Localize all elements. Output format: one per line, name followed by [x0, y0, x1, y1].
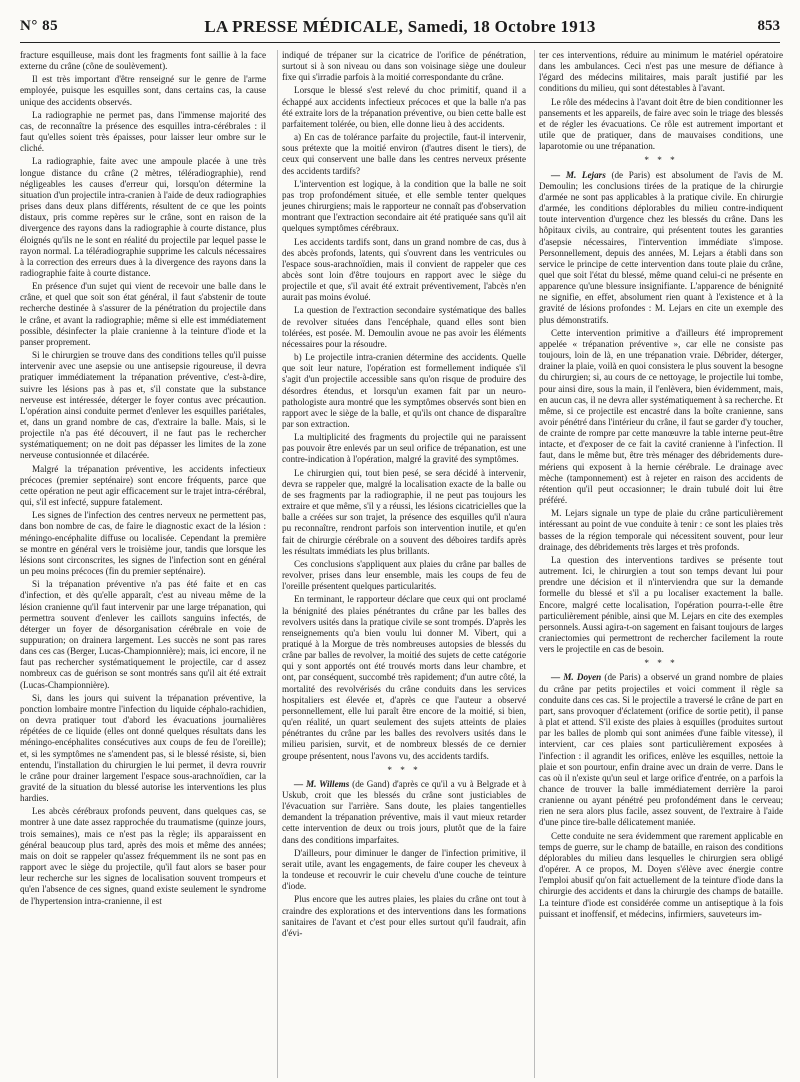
section-separator: * * *	[387, 764, 421, 775]
paragraph: En terminant, le rapporteur déclare que ceux qui ont proclamé la bénignité des plaies pénétrantes du crâne par les balles des revolvers usités dans la pratique civile se sont trompés. D'après les renseignements qu'a bien voulu lui donner M. Vibert, qui a pratiqué à la Morgue de très nombreuses autopsies de blessés du crâne par balles de revolver, la moitié des sujets de cette catégorie qui y sont apportés ont été trouvés morts dans leur chambre, et ont, par conséquent, succombé très rapidement; d'un autre côté, la mortalité des revolvérisés du crâne conduits dans les services hospitaliers est élevée et, d'après ce que l'auteur a observé personnellement, elle lui paraît être encore de la moitié, si bien, qu'en réalité, un quart seulement des sujets atteints de plaies pénétrantes du crâne par les balles des revolvers usités dans le milieu parisien, survit, et de nombreux blessés de ce dernier groupe présentent, nous l'avons vu, des accidents tardifs.	[282, 594, 526, 761]
column-2	[277, 50, 526, 1078]
paragraph-text: (de Paris) est absolument de l'avis de M. Demoulin; les conclusions tirées de la pratique de la chirurgie d'armée ne sont pas applicables à la pratique civile. En chirurgie d'armée, les conditions déplorables du milieu contre-indiquent toute intervention d'urgence chez les blessés du crâne. Dans les hôpitaux civils, au contraire, qui présentent toutes les garanties d'asepsie nécessaires, l'intervention immédiate s'impose. Personnellement, depuis des années, M. Lejars a établi dans son service le principe de cette intervention dans toute plaie du crâne, quel que soit l'état du blessé, même quand celui-ci ne présente en apparence qu'une blessure insignifiante. L'apparence de bénignité ne signifie, en effet, absolument rien quant à l'existence et à la gravité de lésions profondes : M. Lejars en cite un exemple des plus démonstratifs.	[539, 169, 783, 325]
article-columns	[20, 50, 783, 1078]
publication-title: LA PRESSE MÉDICALE, Samedi, 18 Octobre 1913	[204, 17, 596, 36]
speaker-name: — M. Willems	[294, 778, 350, 789]
section-separator: * * *	[644, 155, 678, 166]
paragraph: Cette intervention primitive a d'ailleurs été improprement appelée « trépanation préventive », car elle ne consiste pas toujours, loin de là, en une trépanation vraie. Débrider, déterger, drainer la plaie, voilà en quoi consistera le plus souvent la besogne du chirurgien; si, au cours de ce nettoyage, le projectile lui tombe, pour ainsi dire, sous la main, il l'enlèvera, bien évidemment, mais, en aucun cas, il ne devra aller systématiquement à sa recherche. Et même, si ce projectile est encastré dans la boîte cranienne, sans avoir pénétré dans l'intérieur du crâne, il faut se garder d'y toucher, de crainte de rompre par cette manœuvre la table interne peut-être intacte, et d'exposer de ce fait la cavité cranienne à l'infection. Il faut, dans le même but, être très ménager des débridements dure-mériens qui exposent à la hernie cérébrale. Le drainage avec mèche (tamponnement) est à rejeter en raison des accidents de rétention qu'il peut occasionner; le drain tubulé doit lui être préféré.	[539, 327, 783, 506]
paragraph: Malgré la trépanation préventive, les accidents infectieux précoces (premier septénaire) sont encore fréquents, parce que cette opération ne peut agir efficacement sur le trajet intra-cérébral, qui, s'il est infecté, suppure fatalement.	[20, 463, 266, 508]
paragraph: M. Lejars signale un type de plaie du crâne particulièrement intéressant au point de vue conduite à tenir : ce sont les plaies très basses de la région temporale qui nécessitent souvent, pour leur drainage, des débridements très larges et très profonds.	[539, 508, 783, 552]
speaker-name: — M. Lejars	[551, 169, 606, 180]
paragraph: L'intervention est logique, à la condition que la balle ne soit pas trop profondément située, et elle semble tenter quelques jeunes chirurgiens; mais le rapporteur ne connaît pas d'observation montrant que l'extraction secondaire ait été pratiquée sans qu'il ait quelques symptômes cérébraux.	[282, 178, 526, 234]
paragraph: Les abcès cérébraux profonds peuvent, dans quelques cas, se montrer à une date assez rapprochée du traumatisme (quinze jours, trois semaines), mais ce n'est pas la règle; ils apparaissent en général beaucoup plus tard, après des mois et même des années; mais on doit se rappeler qu'assez fréquemment ils ne sont pas en rapport avec le siège du projectile, qu'il faut alors se baser pour leur recherche sur les signes de localisation souvent trompeurs et qu'en l'absence de ces signes, quand existe seulement le syndrome de l'hypertension intra-cranienne, il est	[20, 806, 266, 906]
column-3	[534, 50, 783, 1078]
paragraph: Il est très important d'être renseigné sur le genre de l'arme employée, puisque les esquilles sont, dans certains cas, la cause unique des accidents observés.	[20, 74, 266, 107]
paragraph: Ces conclusions s'appliquent aux plaies du crâne par balles de revolver, prises dans leur ensemble, mais les coups de feu de l'oreille présentent quelques particularités.	[282, 558, 526, 592]
paragraph: Lorsque le blessé s'est relevé du choc primitif, quand il a échappé aux accidents infectieux précoces et que la balle n'a pas été extraite lors de la trépanation préventive, ou bien cette balle est parfaitement tolérée, ou bien, elle donne lieu à des accidents.	[282, 85, 526, 129]
paragraph: La multiplicité des fragments du projectile qui ne paraissent pas pouvoir être enlevés par un seul orifice de trépanation, est une contre-indication à l'opération, malgré la gravité des symptômes.	[282, 432, 526, 465]
paragraph	[539, 672, 783, 828]
paragraph: La radiographie ne permet pas, dans l'immense majorité des cas, de reconnaître la présence des esquilles intra-cérébrales : il faut qu'elles soient très épaisses, pour laisser leur ombre sur le cliché.	[20, 109, 266, 154]
paragraph: La question des interventions tardives se présente tout autrement. Ici, le chirurgien a tout son temps devant lui pour prendre une décision et il n'interviendra que sur la demande formelle du blessé et s'il a pu localiser exactement la balle. Encore, malgré cette localisation, l'opération pourra-t-elle être particulièrement pénible, ainsi que M. Lejars en cite des exemples personnels. Aussi agira-t-on sagement en faisant toujours de larges craniectomies qui permettront de rechercher facilement la route vers le projectile en cas de besoin.	[539, 554, 783, 655]
column-1	[20, 50, 266, 1078]
paragraph: Cette conduite ne sera évidemment que rarement applicable en temps de guerre, sur le champ de bataille, en raison des conditions déplorables du milieu dans lesquelles le chirurgien sera obligé d'opérer. A ce propos, M. Doyen s'élève avec énergie contre l'emploi abusif qu'on fait actuellement de la teinture d'iode dans la chirurgie des accidents et dans la chirurgie des champs de bataille. La teinture d'iode est considérée comme un antiseptique à la fois puissant et inoffensif, et médecins, infirmiers, sauveteurs im-	[539, 830, 783, 919]
paragraph: Si la trépanation préventive n'a pas été faite et en cas d'infection, et dès qu'elle apparaît, c'est au niveau même de la lésion cranienne qu'il faut intervenir par une large trépanation, qui permettra souvent d'enlever les caillots sanguins infectés, de déterger un foyer de désorganisation cérébrale en voie de suppuration; on drainera largement. Les succès ne sont pas rares dans ces cas (Berger, Lucas-Championnière); mais, ici encore, il ne faut pas rechercher systématiquement le projectile, car d assez nombreux cas de guérison se sont montrés sans qu'il ait été extrait (Lucas-Championnière).	[20, 579, 266, 690]
paragraph: Si le chirurgien se trouve dans des conditions telles qu'il puisse intervenir avec une asepsie ou une antisepsie rigoureuse, il devra pratiquer immédiatement la trépanation préventive, c'est-à-dire, suivre les lésions pas à pas et, s'il constate que la substance nerveuse est intéressée, déterger le foyer contus avec précaution. L'opération ainsi conduite permet d'enlever les esquilles pariétales, et, dans un grand nombre de cas, d'extraire la balle. Mais, si le projectile n'a pas été découvert, il ne faut pas le rechercher systématiquement; on ne doit pas dépasser les limites de la zone nerveuse contusionnée et dilacérée.	[20, 350, 266, 461]
paragraph: Les accidents tardifs sont, dans un grand nombre de cas, dus à des abcès profonds, latents, qui s'ouvrent dans les ventricules ou l'espace sous-arachnoïdien, mais il convient de rappeler que ces abcès sont loin d'être toujours en rapport avec le siège du projectile et que, s'il avait été extrait préventivement, l'abcès n'en aurait pas moins évolué.	[282, 236, 526, 303]
paragraph: Si, dans les jours qui suivent la trépanation préventive, la ponction lombaire montre l'infection du liquide céphalo-rachidien, on devra pratiquer tout d'abord les évacuations journalières répétées de ce liquide (elles ont donné quelques résultats dans les méningo-encéphalites consécutives aux coups de feu de l'oreille); et, si les symptômes ne s'amendent pas, si le blessé résiste, si, bien entendu, l'installation du chirurgien le lui permet, il devra rouvrir le crâne pour drainer largement l'espace sous-arachnoïdien, car la gravité de la situation du blessé autorise les interventions les plus hardies.	[20, 692, 266, 804]
paragraph	[282, 779, 526, 846]
paragraph: b) Le projectile intra-cranien détermine des accidents. Quelle que soit leur nature, l'opération est formellement indiquée s'il s'agit d'un projectile accessible sans qu'on risque de produire des désordres étendus, et lorsqu'un examen fait par un neuro-pathologiste aura montré que les symptômes observés sont bien en rapport avec le siège de la balle, et qu'ils ont chance de disparaître par son extraction.	[282, 352, 526, 429]
paragraph: Plus encore que les autres plaies, les plaies du crâne ont tout à craindre des explorations et des interventions dans les formations sanitaires de l'avant et c'est pour elles surtout qu'il faudrait, afin d'évi-	[282, 894, 526, 938]
section-separator: * * *	[644, 658, 678, 669]
paragraph: Les signes de l'infection des centres nerveux ne permettent pas, dans bon nombre de cas, de faire le diagnostic exact de la lésion : méningo-encéphalite diffuse ou localisée. Cependant la première se montre en général vers le troisième jour, tandis que lorsque les lésions sont circonscrites, les signes de l'infection sont en général un peu moins précoces (fin du premier septénaire).	[20, 510, 266, 577]
paragraph: indiqué de trépaner sur la cicatrice de l'orifice de pénétration, surtout si à son niveau ou dans son voisinage siège une douleur fixe qui s'irradie parfois à la moitié correspondante du crâne.	[282, 50, 526, 83]
paragraph: La radiographie, faite avec une ampoule placée à une très longue distance du crâne (2 mètres, téléradiographie), rend négligeables les causes d'erreur qui, lorsqu'on détermine la situation d'un projectile intra-cranien à l'aide de deux radiographies prises dans deux plans différents, résultent de ce que les points distaux, pris comme repères sur le crâne, sont en raison de la divergence des rayons dans la radiographie à courte distance, plus éloignés qu'ils ne le sont en réalité du projectile par lequel passe le rayon normal. La téléradiographie supprime les calculs nécessaires à la correction des erreurs dues à la divergence des rayons dans la radiographie faite à courte distance.	[20, 156, 266, 278]
paragraph: D'ailleurs, pour diminuer le danger de l'infection primitive, il serait utile, avant les engagements, de faire couper les cheveux à la tondeuse et recouvrir le cuir chevelu d'une couche de teinture d'iode.	[282, 847, 526, 892]
paragraph: fracture esquilleuse, mais dont les fragments font saillie à la face externe du crâne (cône de soulèvement).	[20, 50, 266, 72]
issue-number: N° 85	[20, 18, 59, 34]
paragraph: Le chirurgien qui, tout bien pesé, se sera décidé à intervenir, devra se rappeler que, malgré la localisation exacte de la balle ou de ses fragments par la radiographie, il ne peut pas toujours les extraire et que même, s'il y a réussi, les lésions cicatricielles que la balle a créées sur son trajet, la présence des esquilles qu'il n'aura pu reconnaître, rendront parfois son intervention inutile, et qu'en fait de chirurgie cérébrale on a souvent des déboires tardifs après les résultats immédiats les plus brillants.	[282, 467, 526, 556]
paragraph: ter ces interventions, réduire au minimum le matériel opératoire dans les ambulances. Ceci n'est pas une mesure de défiance à l'égard des médecins militaires, mais paraît justifié par les conditions du milieu, qui sont détestables à l'avant.	[539, 50, 783, 94]
paragraph	[539, 170, 783, 326]
paragraph: a) En cas de tolérance parfaite du projectile, faut-il intervenir, sous prétexte que la moitié environ (d'autres disent le tiers), de ceux qui conservent une balle dans les centres nerveux présente des accidents tardifs?	[282, 132, 526, 176]
paragraph: En présence d'un sujet qui vient de recevoir une balle dans le crâne, et quel que soit son état général, il faut s'abstenir de toute recherche destinée à s'assurer de la pénétration du projectile dans le crâne, et avant la radiographie; même si elle est immédiatement possible, désinfecter la plaie cranienne à la teinture d'iode et la panser proprement.	[20, 281, 266, 347]
paragraph-text: (de Paris) a observé un grand nombre de plaies du crâne par petits projectiles et voici comment il règle sa conduite dans ces cas. Si le projectile a traversé le crâne de part en part, sans provoquer d'éclatement (orifice de sortie petit), il panse à plat et attend. S'il existe des plaies à esquilles (produites surtout par les balles de plomb qui sont animées d'une faible vitesse), il intervient, car ces plaies sont particulièrement exposées à l'infection : il agrandit les orifices, enlève les esquilles, nettoie la plaie et son pourtour, enfin draine avec un drain de verre. Dans le cas où il n'existe qu'un seul et large orifice d'entrée, on a parfois la chance de trouver la balle immédiatement derrière la paroi cranienne ou ayant pénétré peu profondément dans le cerveau; rien ne sera alors plus facile, assez souvent, de l'extraire à l'aide d'une pince tire-balle délicatement maniée.	[539, 672, 783, 828]
paragraph-text: (de Gand) d'après ce qu'il a vu à Belgrade et à Uskub, croit que les blessés du crâne sont justiciables de l'évacuation sur l'arrière. Sans doute, les plaies tangentielles demandent la trépanation préventive, mais il vaut mieux retarder cette intervention de deux ou trois jours, plutôt que de la faire dans des conditions imparfaites.	[282, 778, 526, 845]
page-number: 853	[757, 18, 780, 34]
paragraph: Le rôle des médecins à l'avant doit être de bien conditionner les pansements et les appareils, de faire avec soin le triage des blessés et de régler les évacuations. Ce rôle est autrement important et utile que de pratiquer, dans de mauvaises conditions, une laparotomie ou une trépanation.	[539, 96, 783, 152]
paragraph: La question de l'extraction secondaire systématique des balles de revolver situées dans l'encéphale, quand elles sont bien tolérées, est posée. M. Demoulin avoue ne pas avoir les éléments nécessaires pour la résoudre.	[282, 305, 526, 349]
speaker-name: — M. Doyen	[551, 672, 602, 683]
page-header	[20, 12, 780, 43]
